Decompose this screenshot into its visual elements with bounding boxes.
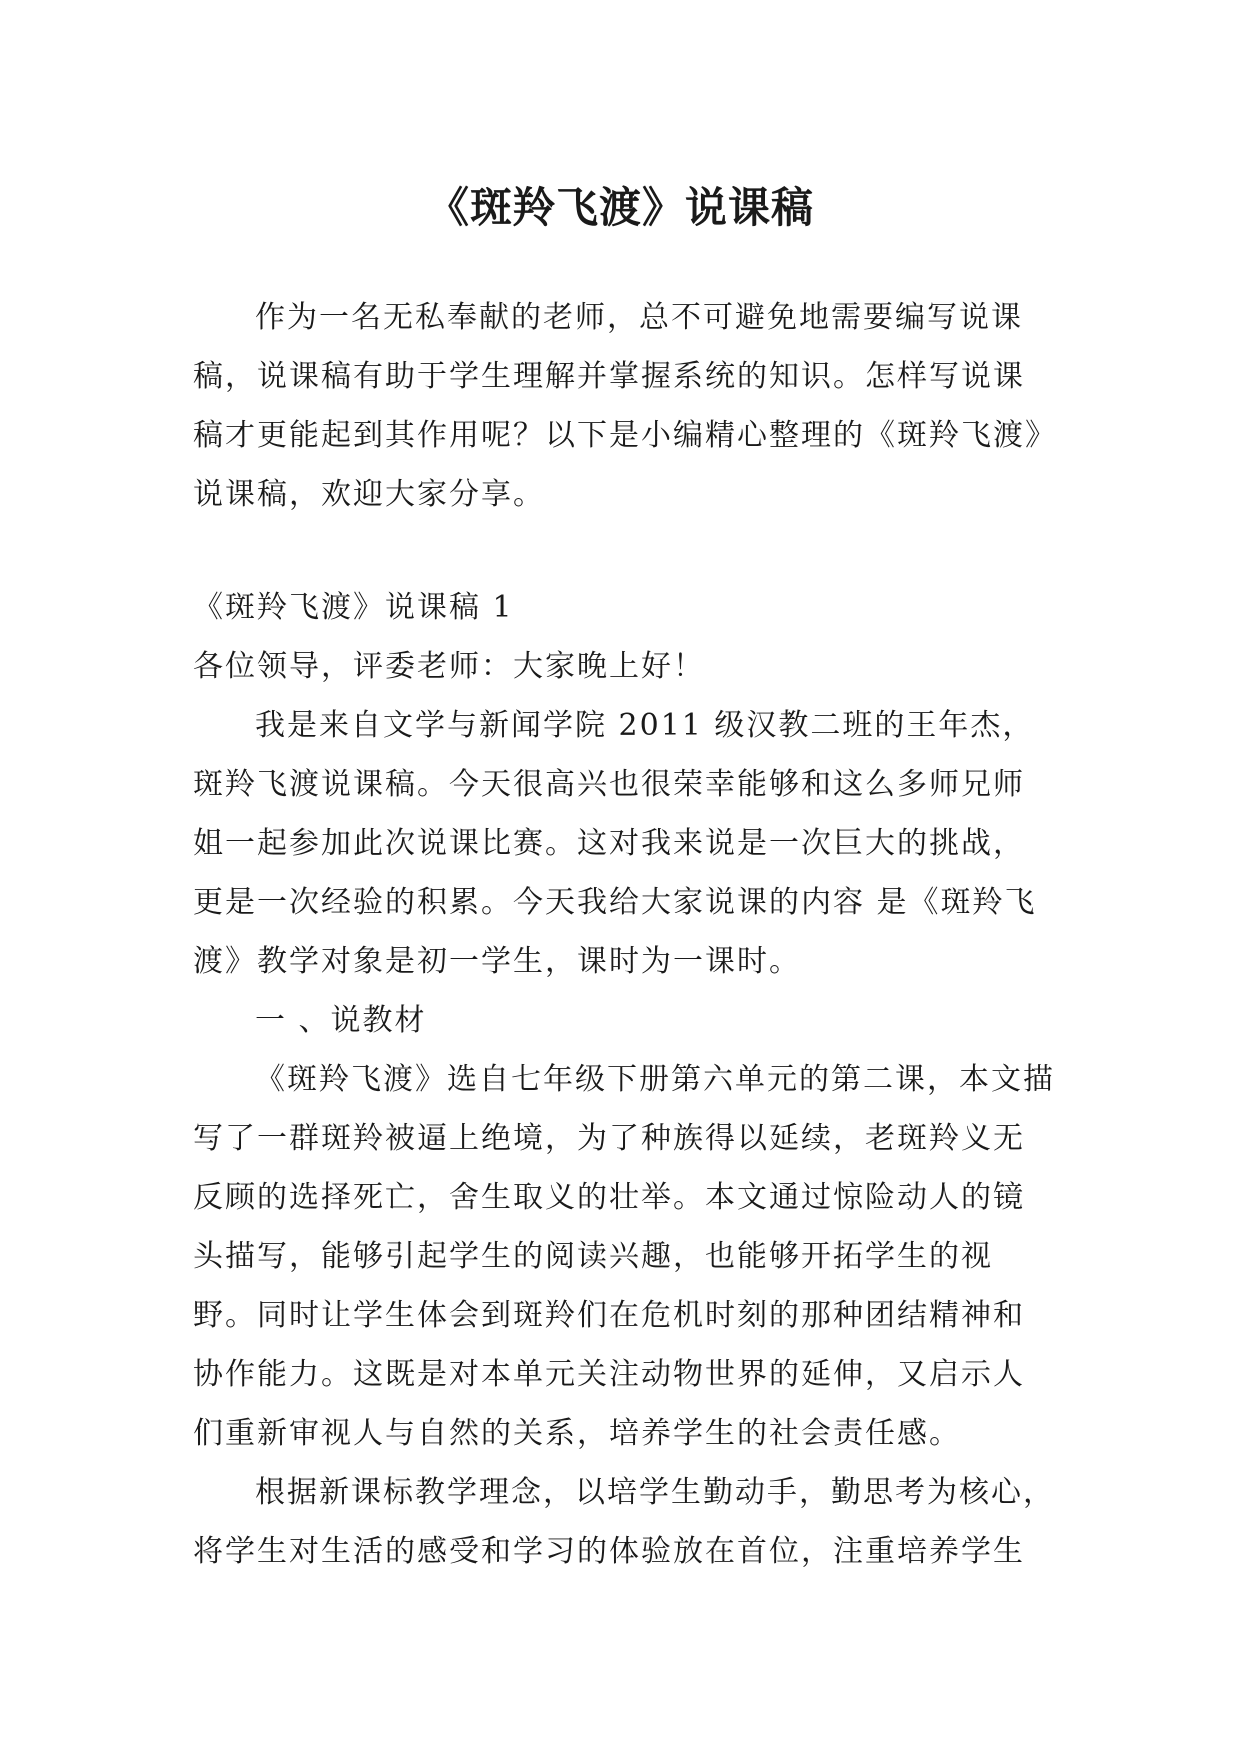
page-title: 《斑羚飞渡》说课稿 [426,183,814,233]
section-heading: 《斑羚飞渡》说课稿 1 [193,590,514,625]
greeting-line: 各位领导，评委老师：大家晚上好！ [193,649,705,684]
paragraph-introduction: 我是来自文学与新闻学院 2011 级汉教二班的王年杰，斑羚飞渡说课稿。今天很高兴也很荣幸能够和这么多师兄师姐一起参加此次说课比赛。这对我来说是一次巨大的挑战，更是一次经验的积累。今天我给大家说课的内容 是《斑羚飞渡》教学对象是初一学生，课时为一课时。 [193,708,1037,979]
paragraph-curriculum: 根据新课标教学理念，以培学生勤动手，勤思考为核心，将学生对生活的感受和学习的体验放在首位，注重培养学生 [193,1475,1055,1569]
main-section [193,578,1055,1581]
subheading-textbook: 一 、说教材 [255,1003,427,1038]
intro-paragraph: 作为一名无私奉献的老师，总不可避免地需要编写说课稿，说课稿有助于学生理解并掌握系统的知识。怎样写说课稿才更能起到其作用呢？以下是小编精心整理的《斑羚飞渡》说课稿，欢迎大家分享。 [193,300,1042,512]
intro-section [193,288,1055,524]
paragraph-textbook: 《斑羚飞渡》选自七年级下册第六单元的第二课，本文描写了一群斑羚被逼上绝境，为了种族得以延续，老斑羚义无反顾的选择死亡，舍生取义的壮举。本文通过惊险动人的镜头描写，能够引起学生的阅读兴趣，也能够开拓学生的视野。同时让学生体会到斑羚们在危机时刻的那种团结精神和协作能力。这既是对本单元关注动物世界的延伸，又启示人们重新审视人与自然的关系，培养学生的社会责任感。 [193,1062,1055,1451]
